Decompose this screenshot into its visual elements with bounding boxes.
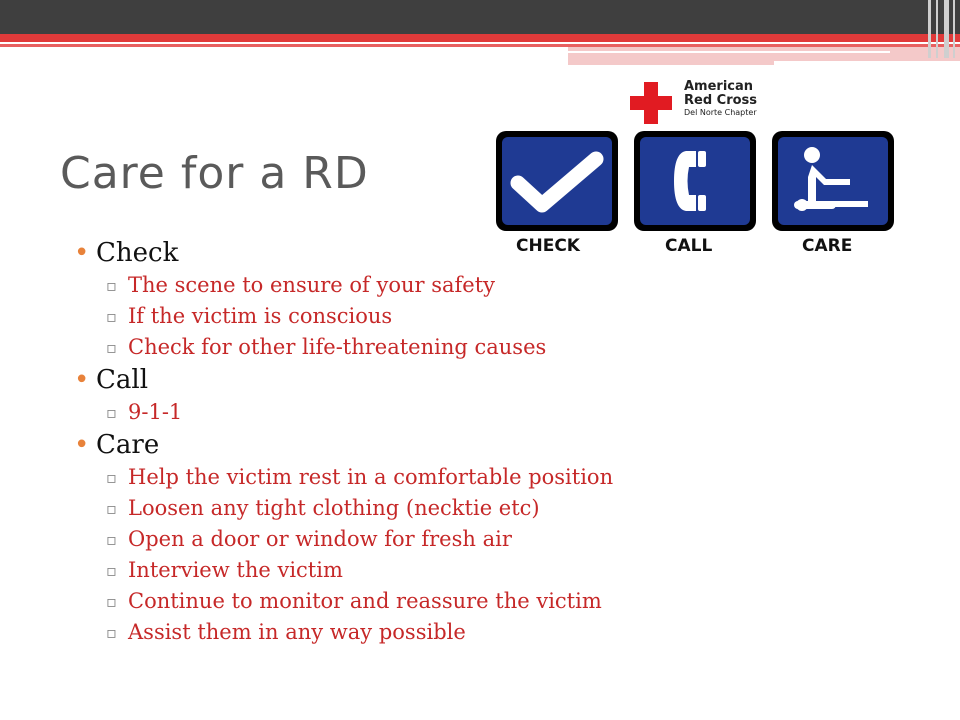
care-caption: CARE <box>802 236 853 256</box>
accent-strip-gap <box>568 51 890 53</box>
check-sign <box>496 131 618 231</box>
list-item: ▫ Continue to monitor and reassure the victim <box>106 589 602 613</box>
slide-title: Care for a RD <box>60 148 369 199</box>
cpr-icon <box>772 131 894 231</box>
list-item: ▫ Open a door or window for fresh air <box>106 527 512 551</box>
list-item: ▫ 9-1-1 <box>106 400 183 424</box>
list-item: ▫ The scene to ensure of your safety <box>106 273 496 297</box>
list-item: ▫ Loosen any tight clothing (necktie etc) <box>106 496 540 520</box>
check-caption: CHECK <box>516 236 580 256</box>
list-item: ▫ Assist them in any way possible <box>106 620 466 644</box>
list-item: ▫ If the victim is conscious <box>106 304 393 328</box>
accent-strip-light <box>568 47 960 61</box>
list-item: ▫ Help the victim rest in a comfortable position <box>106 465 614 489</box>
accent-stripe <box>0 34 960 42</box>
call-caption: CALL <box>665 236 713 256</box>
call-sign <box>634 131 756 231</box>
red-cross-logo <box>630 76 790 120</box>
phone-icon <box>634 131 756 231</box>
slide-body <box>74 236 754 648</box>
checkmark-icon <box>496 131 618 231</box>
accent-strip-light-short <box>568 61 774 65</box>
bullet-check: • Check <box>74 238 179 268</box>
corner-decoration <box>920 0 960 60</box>
logo-text: American Red Cross <box>684 79 758 108</box>
list-item: ▫ Interview the victim <box>106 558 343 582</box>
logo-chapter: Del Norte Chapter <box>684 108 757 117</box>
bullet-care: • Care <box>74 430 160 460</box>
bullet-check-label: Check <box>96 238 179 268</box>
care-sign <box>772 131 894 231</box>
list-item: ▫ Check for other life-threatening causes <box>106 335 547 359</box>
red-cross-icon <box>630 82 672 124</box>
top-bar <box>0 0 960 34</box>
bullet-call: • Call <box>74 365 149 395</box>
bullet-call-label: Call <box>96 365 149 395</box>
bullet-care-label: Care <box>96 430 160 460</box>
